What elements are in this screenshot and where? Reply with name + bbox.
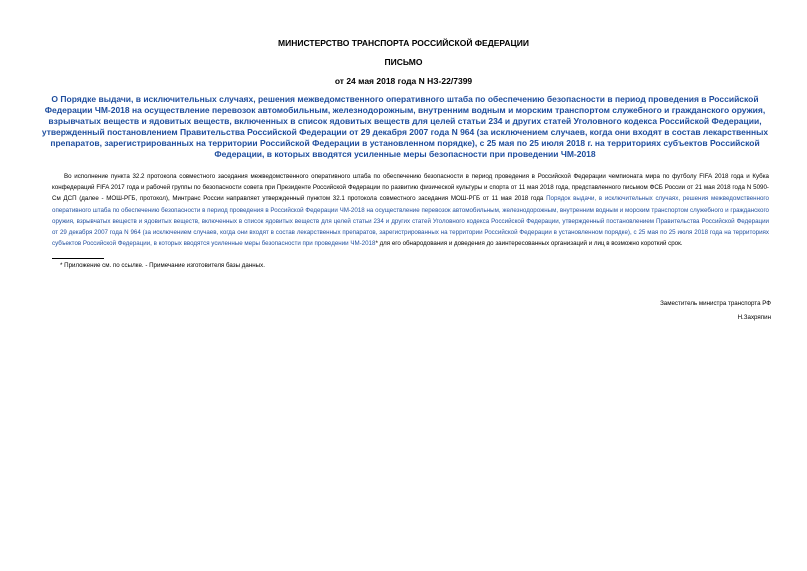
ministry-name: МИНИСТЕРСТВО ТРАНСПОРТА РОССИЙСКОЙ ФЕДЕРАЦИИ <box>278 38 529 48</box>
signature-position: Заместитель министра транспорта РФ <box>660 300 771 307</box>
subject-prefix: О <box>51 94 61 104</box>
body-text-part2: * для его обнародования и доведения до заинтересованных организаций и лиц в возможно короткий срок. <box>375 240 683 248</box>
footnote: * Приложение см. по ссылке. - Примечание изготовителя базы данных. <box>60 262 265 269</box>
footnote-separator <box>52 258 104 259</box>
body-paragraph <box>52 171 769 249</box>
document-type: ПИСЬМО <box>384 57 423 67</box>
subject-link[interactable]: Порядке выдачи, в исключительных случаях, решения межведомственного оперативного штаба по обеспечению безопасности в период проведения в Российской Федерации ЧМ-2018 на осуществление перевозок автомобильным, железнодорожным, внутренним водным и морским транспортом служебного и гражданского оружия, взрывчатых веществ и ядовитых веществ, включенных в список ядовитых веществ для целей статьи 234 и других статей Уголовного кодекса Российской Федерации, утвержденный постановлением Правительства Российской Федерации от 29 декабря 2007 года N 964 (за исключением случаев, когда они входят в состав лекарственных препаратов, зарегистрированных на территории Российской Федерации в установленном порядке), с 25 мая по 25 июля 2018 г. на территориях субъектов Российской Федерации, в которых вводятся усиленные меры безопасности при проведении ЧМ-2018 <box>41 94 769 159</box>
signature-name: Н.Захряпин <box>737 314 771 321</box>
body-procedure-link[interactable]: Порядок выдачи, в исключительных случаях, решения межведомственного оперативного штаба по обеспечению безопасности в период проведения в Российской Федерации ЧМ-2018 на осуществление перевозок автомобильным, железнодорожным, внутренним водным и морским транспортом служебного и гражданского оружия, взрывчатых веществ и ядовитых веществ, включенных в список ядовитых веществ для целей статьи 234 и других статей Уголовного кодекса Российской Федерации, утвержденный постановлением Правительства Российской Федерации от 29 декабря 2007 года N 964 (за исключением случаев, когда они входят в состав лекарственных препаратов, зарегистрированных на территории Российской Федерации в установленном порядке), с 25 мая по 25 июля 2018 года на территориях субъектов Российской Федерации, в которых вводятся усиленные меры безопасности при проведении ЧМ-2018 <box>52 195 769 248</box>
body-text-part1: Во исполнение пункта 32.2 протокола совместного заседания межведомственного оперативного штаба по обеспечению безопасности в период проведения в Российской Федерации чемпионата мира по футболу FIFA 2018 года и Кубка конфедераций FIFA 2017 года и рабочей группы по безопасности совета при Президенте Российской Федерации по развитию физической культуры и спорта от 11 мая 2018 года, представленного письмом ФСБ России от 21 мая 2018 года N 5090-См ДСП (далее - МОШ-РГБ, протокол), Минтранс России направляет утвержденный пунктом 32.1 протокола совместного заседания МОШ-РГБ от 11 мая 2018 года <box>52 173 769 203</box>
document-subject <box>40 94 770 160</box>
document-date-number: от 24 мая 2018 года N НЗ-22/7399 <box>334 76 473 86</box>
